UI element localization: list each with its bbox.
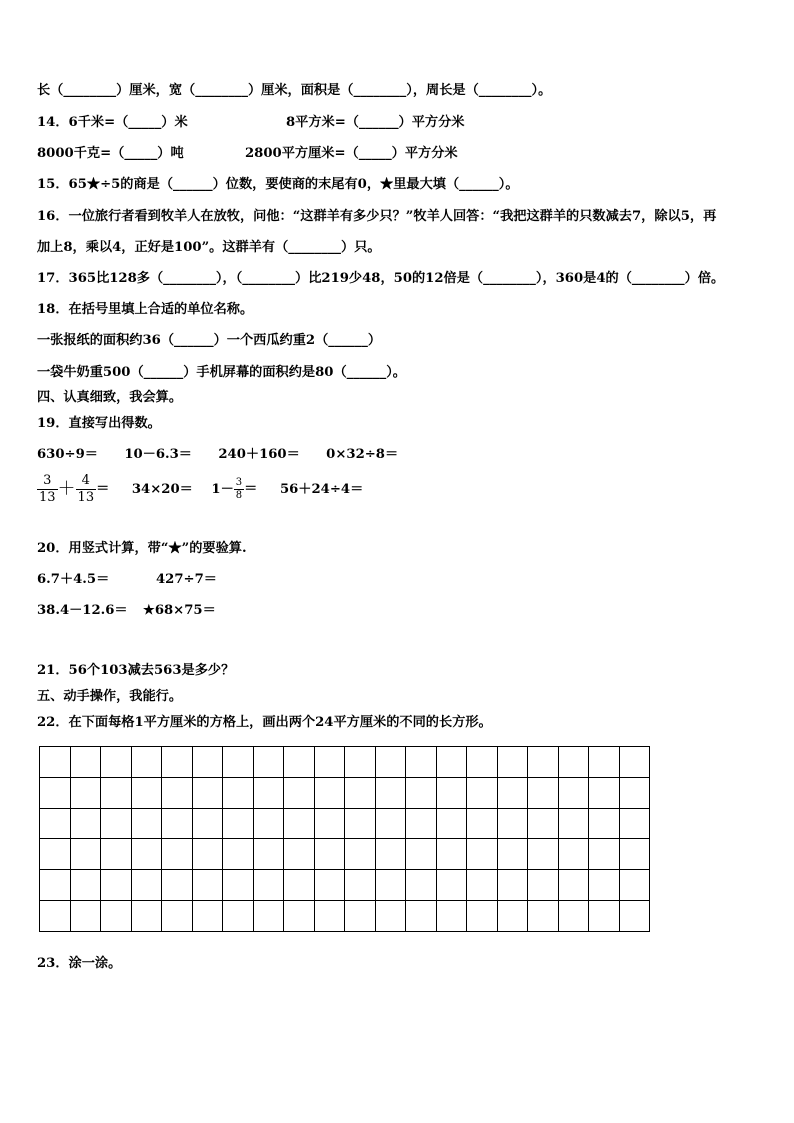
grid-cell — [223, 900, 254, 931]
grid-cell — [528, 808, 559, 839]
grid-cell — [101, 808, 132, 839]
grid-cell — [497, 747, 528, 778]
q16-line1: 16．一位旅行者看到牧羊人在放牧，问他：“这群羊有多少只？”牧羊人回答：“我把这群羊的只数减去7，除以5，再 — [37, 209, 717, 224]
grid-cell — [192, 747, 223, 778]
grid-row — [40, 870, 650, 901]
grid-cell — [406, 808, 437, 839]
grid-cell — [345, 747, 376, 778]
grid-cell — [589, 777, 620, 808]
q15: 15．65★÷5的商是（______）位数，要使商的末尾有0，★里最大填（______）。 — [37, 177, 519, 192]
grid-cell — [589, 839, 620, 870]
grid-cell — [558, 900, 589, 931]
grid-cell — [589, 900, 620, 931]
section-four-title: 四、认真细致，我会算。 — [37, 390, 183, 405]
grid-cell — [253, 747, 284, 778]
q19-row2 — [37, 473, 363, 506]
grid-row — [40, 777, 650, 808]
grid-cell — [375, 808, 406, 839]
grid-cell — [436, 808, 467, 839]
grid-cell — [192, 870, 223, 901]
grid-cell — [345, 900, 376, 931]
grid-cell — [192, 839, 223, 870]
q20-d: ★68×75＝ — [143, 603, 216, 618]
grid-cell — [436, 747, 467, 778]
grid-cell — [284, 747, 315, 778]
grid-cell — [467, 808, 498, 839]
grid-cell — [101, 777, 132, 808]
grid-cell — [284, 808, 315, 839]
grid-cell — [619, 777, 650, 808]
grid-cell — [314, 808, 345, 839]
grid-cell — [70, 900, 101, 931]
grid-row — [40, 747, 650, 778]
q18-item2: 一袋牛奶重500（______）手机屏幕的面积约是80（______）。 — [37, 365, 406, 380]
equals-sign: ＝ — [244, 481, 258, 497]
grid-cell — [40, 839, 71, 870]
grid-cell — [558, 839, 589, 870]
grid-cell — [406, 839, 437, 870]
grid-row — [40, 900, 650, 931]
grid-cell — [223, 839, 254, 870]
grid-cell — [70, 839, 101, 870]
grid-cell — [162, 839, 193, 870]
grid-cell — [528, 839, 559, 870]
grid-cell — [528, 747, 559, 778]
grid-cell — [40, 808, 71, 839]
grid-cell — [284, 777, 315, 808]
q23: 23．涂一涂。 — [37, 956, 122, 971]
grid-cell — [375, 870, 406, 901]
grid-cell — [558, 747, 589, 778]
grid-cell — [619, 839, 650, 870]
grid-cell — [223, 747, 254, 778]
square-grid — [39, 746, 650, 932]
grid-cell — [467, 777, 498, 808]
grid-cell — [406, 870, 437, 901]
fraction-numerator: 3 — [37, 473, 58, 490]
grid-cell — [162, 900, 193, 931]
grid-cell — [589, 747, 620, 778]
grid-cell — [162, 870, 193, 901]
q19-56plus: 56＋24÷4＝ — [279, 481, 364, 497]
q13-continuation: 长（________）厘米，宽（________）厘米，面积是（________），周长是（________）。 — [37, 83, 552, 98]
grid-cell — [497, 900, 528, 931]
grid-cell — [223, 808, 254, 839]
grid-cell — [406, 747, 437, 778]
q22: 22．在下面每格1平方厘米的方格上，画出两个24平方厘米的不同的长方形。 — [37, 715, 492, 730]
grid-cell — [253, 777, 284, 808]
grid-cell — [528, 870, 559, 901]
grid-cell — [40, 900, 71, 931]
grid-cell — [40, 777, 71, 808]
grid-cell — [406, 777, 437, 808]
grid-cell — [467, 900, 498, 931]
grid-cell — [436, 839, 467, 870]
grid-cell — [284, 900, 315, 931]
grid-cell — [223, 870, 254, 901]
grid-cell — [558, 808, 589, 839]
q18-item1: 一张报纸的面积约36（______）一个西瓜约重2（______） — [37, 333, 382, 348]
q20-c: 38.4－12.6＝ — [37, 603, 128, 618]
grid-cell — [40, 870, 71, 901]
grid-cell — [558, 870, 589, 901]
grid-cell — [345, 839, 376, 870]
grid-cell — [528, 900, 559, 931]
q19-row1: 630÷9＝ 10－6.3＝ 240＋160＝ 0×32÷8＝ — [37, 447, 399, 462]
grid-row — [40, 808, 650, 839]
grid-cell — [192, 777, 223, 808]
grid-cell — [70, 747, 101, 778]
q19-34x20: 34×20＝ — [131, 481, 193, 497]
fraction-3-13 — [37, 473, 58, 506]
q14-sqcm-to-sqdm: 2800平方厘米=（_____）平方分米 — [245, 146, 458, 161]
grid-cell — [70, 777, 101, 808]
q14-km-to-m: 14．6千米=（_____）米 — [37, 115, 188, 130]
grid-cell — [619, 870, 650, 901]
grid-cell — [375, 777, 406, 808]
grid-cell — [619, 900, 650, 931]
grid-cell — [131, 870, 162, 901]
grid-cell — [131, 808, 162, 839]
fraction-denominator: 8 — [235, 490, 243, 501]
fraction-denominator: 13 — [77, 490, 95, 505]
q20-b: 427÷7＝ — [156, 572, 217, 587]
grid-cell — [101, 839, 132, 870]
q14-kg-to-t: 8000千克=（_____）吨 — [37, 146, 184, 161]
grid-cell — [375, 900, 406, 931]
grid-cell — [131, 839, 162, 870]
q18-title: 18．在括号里填上合适的单位名称。 — [37, 302, 254, 317]
grid-cell — [314, 839, 345, 870]
grid-cell — [192, 808, 223, 839]
q20-a: 6.7＋4.5＝ — [37, 572, 110, 587]
grid-cell — [101, 870, 132, 901]
equals-sign: ＝ — [96, 481, 110, 497]
grid-cell — [284, 839, 315, 870]
grid-cell — [314, 870, 345, 901]
grid-cell — [253, 900, 284, 931]
grid-cell — [497, 870, 528, 901]
grid-cell — [528, 777, 559, 808]
grid-cell — [253, 870, 284, 901]
grid-cell — [497, 777, 528, 808]
grid-cell — [619, 747, 650, 778]
q19-title: 19．直接写出得数。 — [37, 416, 161, 431]
q16-line2: 加上8，乘以4，正好是100”。这群羊有（________）只。 — [37, 240, 381, 255]
grid-cell — [253, 839, 284, 870]
grid-cell — [40, 747, 71, 778]
q21: 21．56个103减去563是多少？ — [37, 663, 235, 678]
grid-cell — [253, 808, 284, 839]
q19-one-minus: 1－ — [211, 481, 234, 497]
grid-cell — [162, 808, 193, 839]
section-five-title: 五、动手操作，我能行。 — [37, 689, 183, 704]
grid-cell — [467, 747, 498, 778]
fraction-denominator: 13 — [39, 490, 56, 505]
grid-cell — [345, 777, 376, 808]
grid-cell — [314, 777, 345, 808]
grid-cell — [619, 808, 650, 839]
grid-cell — [223, 777, 254, 808]
grid-cell — [345, 870, 376, 901]
grid-row — [40, 839, 650, 870]
grid-cell — [284, 870, 315, 901]
grid-cell — [162, 747, 193, 778]
grid-cell — [589, 808, 620, 839]
grid-cell — [314, 747, 345, 778]
fraction-4-13 — [76, 473, 97, 506]
grid-cell — [101, 747, 132, 778]
plus-sign: ＋ — [57, 478, 76, 500]
grid-cell — [467, 870, 498, 901]
grid-cell — [467, 839, 498, 870]
q20-title: 20．用竖式计算，带“★”的要验算. — [37, 541, 247, 556]
grid-cell — [375, 747, 406, 778]
fraction-numerator: 3 — [235, 477, 243, 488]
q17: 17．365比128多（________），（________）比219少48，50的12倍是（________），360是4的（________）倍。 — [37, 271, 725, 286]
fraction-numerator: 4 — [76, 473, 97, 490]
grid-cell — [375, 839, 406, 870]
grid-cell — [436, 900, 467, 931]
grid-cell — [162, 777, 193, 808]
grid-cell — [70, 808, 101, 839]
grid-cell — [314, 900, 345, 931]
grid-cell — [131, 900, 162, 931]
grid-cell — [497, 808, 528, 839]
q14-sqm-to-sqdm: 8平方米=（______）平方分米 — [286, 115, 465, 130]
grid-cell — [101, 900, 132, 931]
fraction-3-8 — [234, 477, 244, 502]
grid-cell — [589, 870, 620, 901]
grid-cell — [70, 870, 101, 901]
grid-cell — [131, 747, 162, 778]
grid-cell — [436, 777, 467, 808]
grid-cell — [436, 870, 467, 901]
grid-cell — [131, 777, 162, 808]
grid-cell — [558, 777, 589, 808]
grid-cell — [406, 900, 437, 931]
grid-cell — [497, 839, 528, 870]
grid-cell — [192, 900, 223, 931]
grid-cell — [345, 808, 376, 839]
